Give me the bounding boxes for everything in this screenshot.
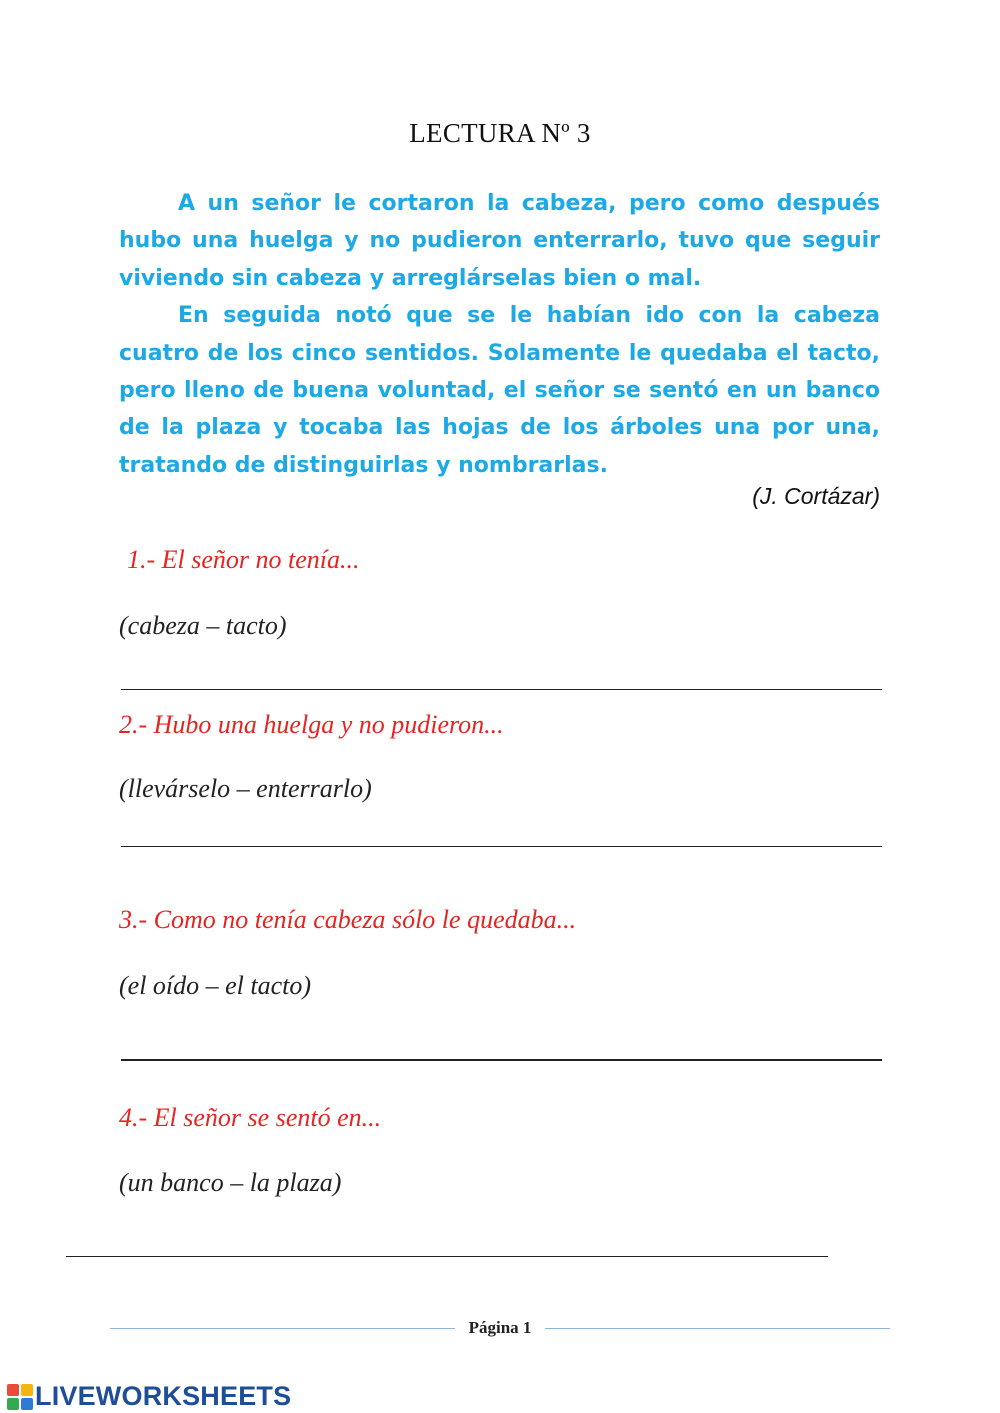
question-4-answer-line[interactable]: [66, 1256, 828, 1257]
page-title: LECTURA Nº 3: [409, 118, 591, 148]
question-2-answer-line[interactable]: [121, 846, 882, 847]
page-number: Página 1: [468, 1318, 532, 1337]
question-2-prompt: 2.- Hubo una huelga y no pudieron...: [119, 710, 504, 739]
question-4-prompt: 4.- El señor se sentó en...: [119, 1103, 382, 1132]
logo-square: [21, 1398, 33, 1410]
logo-square: [7, 1398, 19, 1410]
question-4-options: (un banco – la plaza): [119, 1168, 342, 1197]
logo-square: [21, 1384, 33, 1396]
liveworksheets-logo-icon: [7, 1384, 33, 1410]
logo-square: [7, 1384, 19, 1396]
question-1-answer-line[interactable]: [121, 689, 882, 690]
reading-paragraph: A un señor le cortaron la cabeza, pero como después hubo una huelga y no pudieron enterrarlo, tuvo que seguir viviendo sin cabeza y arreglárselas bien o mal.: [119, 191, 880, 291]
question-3-options: (el oído – el tacto): [119, 971, 312, 1000]
reading-passage: [119, 185, 880, 484]
question-3-prompt: 3.- Como no tenía cabeza sólo le quedaba...: [119, 905, 577, 934]
liveworksheets-brand[interactable]: [7, 1381, 291, 1412]
question-1-prompt: 1.- El señor no tenía...: [127, 545, 360, 574]
reading-paragraph: En seguida notó que se le habían ido con la cabeza cuatro de los cinco sentidos. Solamente le quedaba el tacto, pero lleno de buena voluntad, el señor se sentó en un banco de la plaza y tocaba las hojas de los árboles una por una, tratando de distinguirlas y nombrarlas.: [119, 303, 880, 478]
brand-name: LIVEWORKSHEETS: [35, 1381, 292, 1411]
question-3-answer-line[interactable]: [121, 1059, 882, 1061]
question-1-options: (cabeza – tacto): [119, 611, 287, 640]
footer-rule-right: [545, 1328, 890, 1329]
reading-author: (J. Cortázar): [752, 483, 880, 509]
question-2-options: (llevárselo – enterrarlo): [119, 774, 372, 803]
